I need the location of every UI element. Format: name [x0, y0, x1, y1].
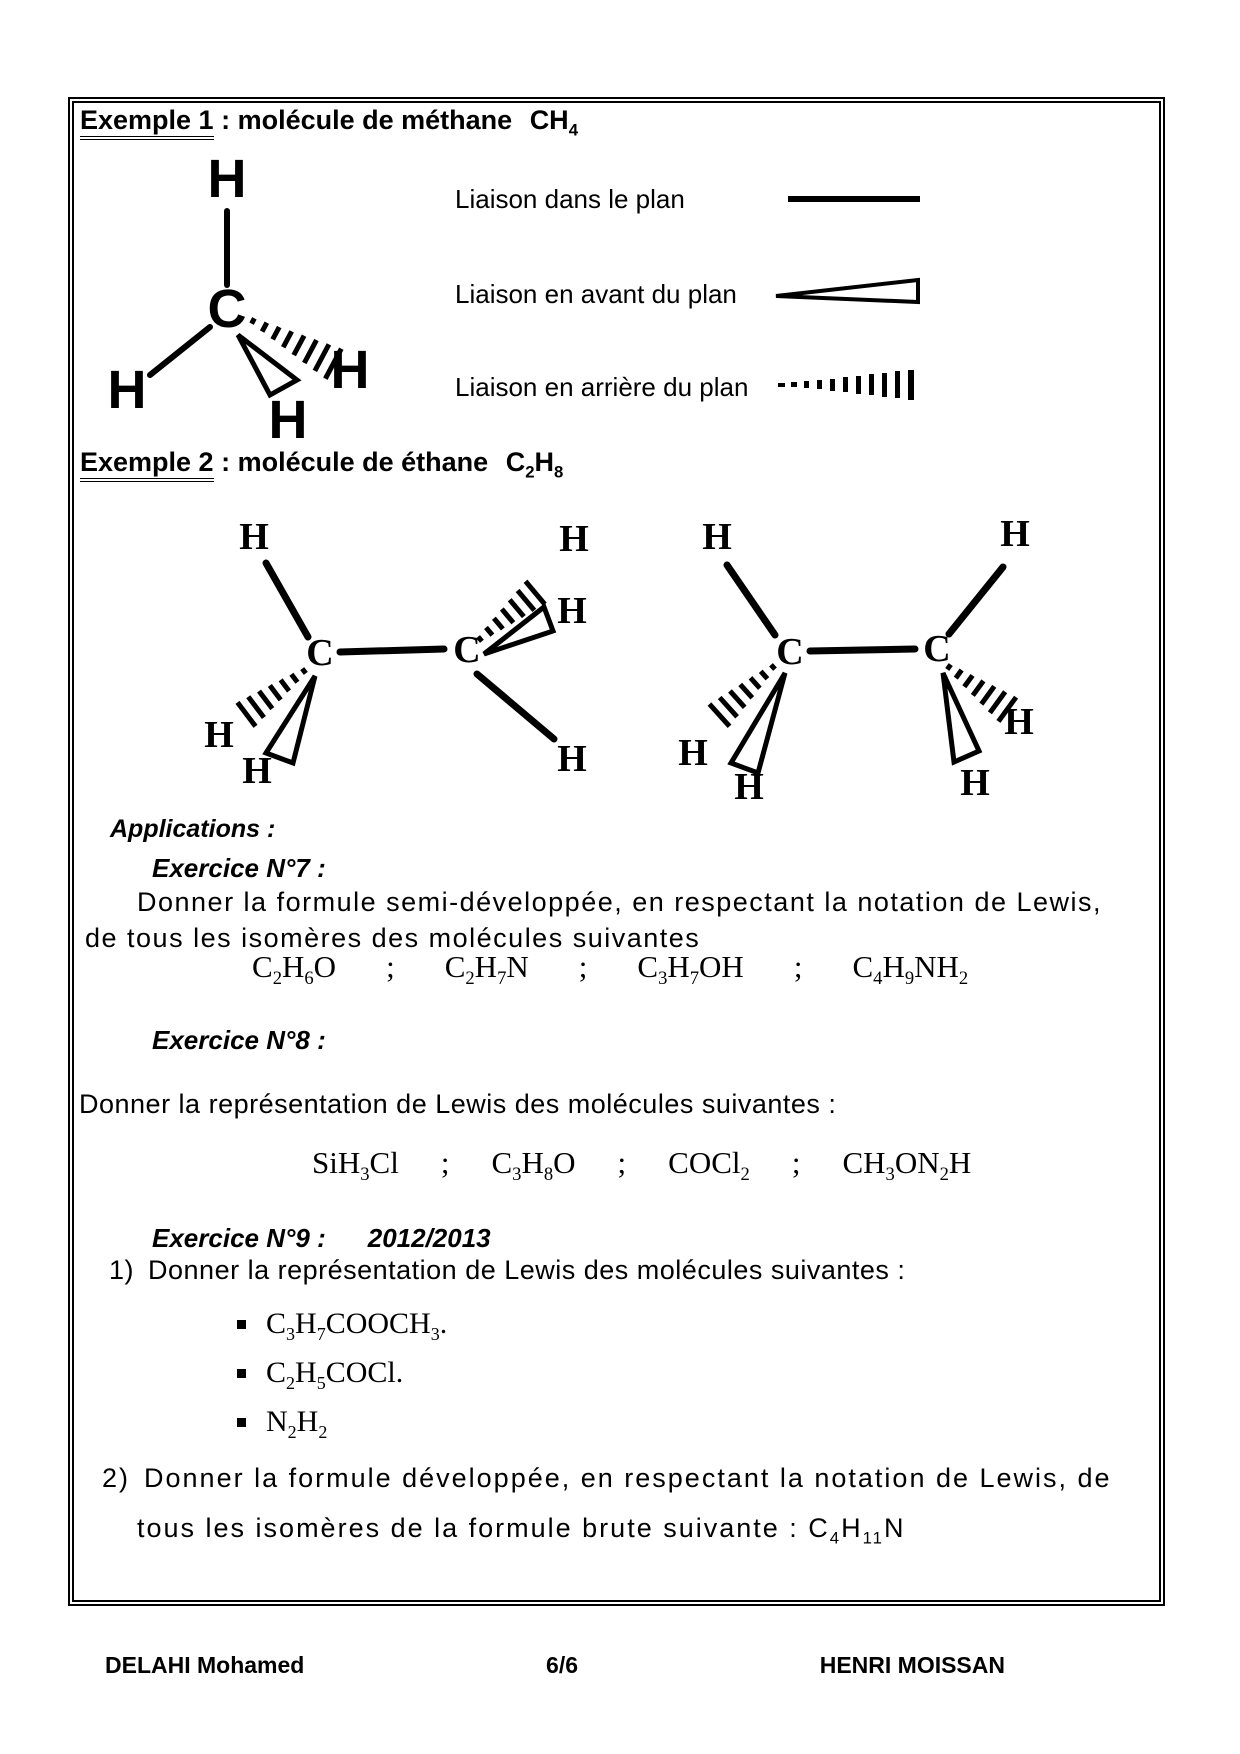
item2-text-line1: Donner la formule développée, en respectant la notation de Lewis, de [144, 1463, 1112, 1493]
methane-h-left: H [107, 360, 147, 420]
separator: ; [791, 1145, 801, 1180]
methane-c-center: C [207, 279, 247, 339]
page-footer [105, 1652, 1005, 1679]
ethane2-h5: H [1004, 701, 1034, 743]
separator: ; [386, 949, 395, 984]
bullet-item [237, 1356, 404, 1393]
item1-text: Donner la représentation de Lewis des molécules suivantes : [148, 1255, 906, 1285]
ethane1-h4: H [559, 518, 589, 560]
exercise9-item2-line1 [102, 1463, 1112, 1494]
formula: $C_2H_7N$ [444, 949, 529, 990]
separator: ; [578, 949, 588, 984]
formula: $N_2H_2$ [266, 1405, 328, 1442]
separator: ; [793, 949, 803, 984]
cc-bond [810, 649, 915, 651]
content-frame [68, 97, 1165, 1606]
example2-text: molécule de éthane [237, 447, 489, 477]
bullet-icon [237, 1418, 246, 1427]
ethane1-c1: C [306, 632, 334, 674]
legend-item-front [455, 272, 922, 316]
formula: $C_3H_7OH$ [637, 949, 744, 990]
formula: $CH_3ON_2H$ [842, 1145, 972, 1186]
c2-front-bond [943, 673, 979, 762]
legend-front-label: Liaison en avant du plan [455, 278, 737, 309]
formula: $C_3H_8O$ [491, 1145, 576, 1186]
exercise7-formula-row [252, 949, 969, 990]
separator: ; [617, 1145, 627, 1180]
exercise9-heading: Exercice N°9 : [152, 1223, 326, 1253]
ethane1-c2: C [453, 629, 481, 671]
exercise7-line1: Donner la formule semi-développée, en respectant la notation de Lewis, [137, 887, 1103, 917]
c2-bond-up [949, 567, 1003, 634]
ethane-diagram-left [182, 499, 602, 811]
bullet-item [237, 1307, 448, 1344]
exercise7-line2: de tous les isomères des molécules suivantes [85, 923, 701, 953]
example2-formula: $C_2H_8$ [505, 447, 564, 482]
example1-heading [80, 105, 578, 140]
legend-back-label: Liaison en arrière du plan [455, 371, 749, 402]
formula: $C_2H_5COCl$. [266, 1356, 404, 1393]
exercise9-item1 [109, 1255, 905, 1286]
example1-formula: $CH_4$ [529, 105, 578, 140]
c1-bond-up [266, 563, 308, 637]
exercise9-item2-line2 [137, 1513, 905, 1548]
ethane2-h6: H [960, 762, 990, 804]
exercise7-heading: Exercice N°7 : [152, 853, 326, 883]
exercise8-line1: Donner la représentation de Lewis des molécules suivantes : [79, 1089, 837, 1119]
ethane1-h6: H [557, 738, 587, 780]
methane-front-bond [238, 335, 297, 395]
methane-structure-diagram [98, 153, 388, 458]
formula: SiH$_3$Cl [312, 1145, 399, 1186]
solid-bond-icon [772, 181, 922, 217]
ethane1-h2: H [204, 714, 234, 756]
bullet-icon [237, 1320, 246, 1329]
ethane2-h2: H [678, 732, 708, 774]
exercise9-heading-row [152, 1223, 491, 1254]
example1-text: molécule de méthane [237, 105, 513, 135]
ethane2-c1: C [776, 631, 804, 673]
footer-author: DELAHI Mohamed [105, 1652, 305, 1678]
footer-school: HENRI MOISSAN [819, 1652, 1005, 1678]
methane-h-top: H [207, 153, 247, 209]
item2-number: 2) [102, 1463, 131, 1493]
example1-separator: : [213, 105, 238, 135]
ethane-diagram-right [627, 499, 1042, 811]
front-bond-icon [772, 276, 922, 312]
formula: $C_4H_9NH_2$ [852, 949, 969, 990]
legend-item-in-plane [455, 177, 922, 221]
example2-heading [80, 447, 563, 482]
formula: $C_2H_6O$ [252, 949, 337, 990]
legend-in-plane-label: Liaison dans le plan [455, 183, 685, 214]
item2-formula: $C_4H_{11}N$ [808, 1513, 906, 1548]
exercise8-formula-row [312, 1145, 972, 1186]
methane-h-right: H [330, 340, 370, 400]
ethane1-h5: H [557, 590, 587, 632]
cc-bond [340, 649, 444, 652]
formula: COCl$_2$ [668, 1145, 750, 1186]
formula: $C_3H_7COOCH_3$. [266, 1307, 448, 1344]
ethane1-h3: H [242, 750, 272, 792]
back-bond-icon [772, 367, 922, 407]
methane-bond-left [150, 327, 210, 375]
example2-separator: : [213, 447, 238, 477]
ethane2-h4: H [1000, 513, 1030, 555]
exercise9-year: 2012/2013 [367, 1223, 491, 1253]
item1-number: 1) [109, 1255, 135, 1285]
applications-heading: Applications : [110, 815, 276, 843]
c1-bond-up [727, 565, 775, 635]
ethane2-h1: H [702, 516, 732, 558]
exercise8-heading: Exercice N°8 : [152, 1025, 326, 1055]
methane-h-bottom: H [268, 390, 308, 450]
legend-item-back [455, 365, 922, 409]
ethane1-h1: H [239, 516, 269, 558]
bullet-icon [237, 1369, 246, 1378]
example1-label: Exemple 1 [80, 105, 214, 140]
example2-label: Exemple 2 [80, 447, 214, 482]
footer-page-number: 6/6 [546, 1652, 579, 1678]
c2-bond-down [477, 674, 554, 739]
separator: ; [440, 1145, 450, 1180]
ethane2-c2: C [923, 628, 951, 670]
item2-text-line2: tous les isomères de la formule brute suivante : [137, 1513, 809, 1543]
bullet-item [237, 1405, 328, 1442]
ethane2-h3: H [734, 766, 764, 808]
